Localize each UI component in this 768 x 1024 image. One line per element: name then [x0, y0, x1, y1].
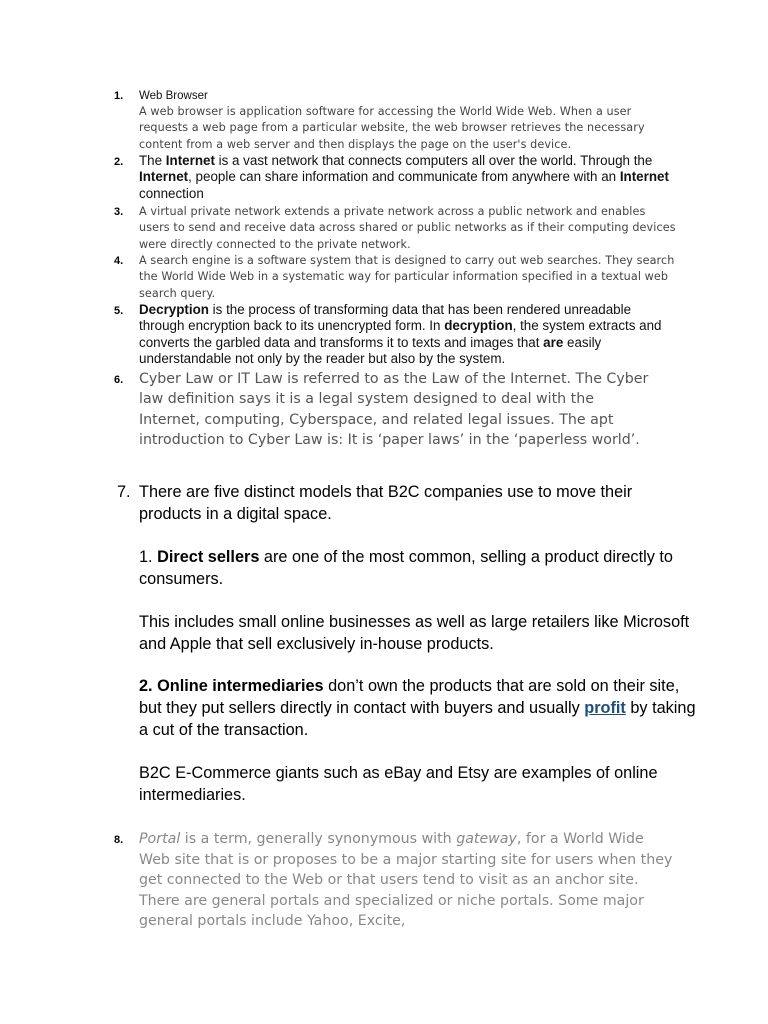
- text-run: by taking a cut of the transaction.: [139, 699, 696, 740]
- item-title: Web Browser: [139, 90, 208, 102]
- text-run-bold: 2. Online intermediaries: [139, 677, 324, 696]
- item-body: [139, 88, 679, 153]
- item-number: 8.: [114, 834, 124, 846]
- text-run: are one of the most common, selling a product directly to consumers.: [139, 547, 673, 588]
- item-text: A virtual private network extends a private network across a public network and enables users to send and receive data across shared or public networks as if their computing devices were directly connected to the private network.: [139, 205, 676, 251]
- text-run-bold: Decryption: [139, 302, 209, 317]
- text-run: is a term, generally synonymous with: [180, 831, 457, 847]
- text-run-bold: decryption: [444, 318, 513, 334]
- paragraph: [139, 676, 699, 742]
- text-run: The: [139, 153, 166, 168]
- text-run: is the process of transforming data that has been rendered unreadable through encryption back to its unencrypted form. In: [139, 302, 632, 334]
- paragraph: This includes small online businesses as well as large retailers like Microsoft and Apple that sell exclusively in-house products.: [139, 612, 690, 653]
- text-run-bold: Direct sellers: [157, 547, 260, 566]
- item-number: 2.: [114, 156, 124, 168]
- item-text: Cyber Law or IT Law is referred to as the Law of the Internet. The Cyber law definition says it is a legal system designed to deal with the Internet, computing, Cyberspace, and related legal issues. The apt introduction to Cyber Law is: It is ‘paper laws’ in the ‘paperless world’.: [139, 371, 649, 449]
- profit-link[interactable]: profit: [584, 699, 626, 718]
- text-run: , the system extracts and converts the garbled data and transforms it to texts and images that: [139, 318, 662, 350]
- text-run: , for a World Wide Web site that is or proposes to be a major starting site for users when they get connected to the Web or that users tend to visit as an anchor site. There are general portals and specialized or niche portals. Some major general portals include Yahoo, Excite,: [139, 831, 673, 930]
- text-run: is a vast network that connects computers all over the world. Through the: [214, 153, 653, 168]
- paragraph: [139, 547, 699, 591]
- item-number: 4.: [114, 255, 124, 267]
- item-number: 3.: [114, 206, 124, 218]
- text-run-bold: are: [543, 334, 564, 350]
- item-number: 1.: [114, 90, 124, 102]
- text-run: 1.: [139, 547, 158, 566]
- text-run: don’t own the products that are sold on their site, but they put sellers directly in contact with buyers and usually: [139, 677, 680, 718]
- item-body: [139, 482, 699, 807]
- paragraph: There are five distinct models that B2C companies use to move their products in a digital space.: [139, 483, 633, 523]
- text-run-bold: Internet: [619, 169, 669, 185]
- item-text: [139, 302, 679, 368]
- item-number: 7.: [117, 483, 131, 501]
- item-text: [139, 829, 679, 932]
- text-run: , people can share information and communicate from anywhere with an: [188, 169, 620, 185]
- paragraph: B2C E-Commerce giants such as eBay and Etsy are examples of online intermediaries.: [139, 764, 658, 805]
- text-run-italic: gateway: [456, 831, 517, 847]
- item-text: [139, 153, 679, 202]
- item-text: A web browser is application software for accessing the World Wide Web. When a user requests a web page from a particular website, the web browser retrieves the necessary content from a web server and then displays the page on the user's device.: [139, 105, 645, 151]
- text-run: easily understandable not only by the reader but also by the system.: [139, 334, 602, 367]
- text-run: connection: [139, 185, 204, 201]
- item-number: 6.: [114, 374, 124, 386]
- text-run-bold: Internet: [139, 169, 189, 185]
- item-text: A search engine is a software system that is designed to carry out web searches. They search the World Wide Web in a systematic way for particular information specified in a textual web search query.: [139, 254, 675, 300]
- text-run-bold: Internet: [165, 153, 215, 168]
- text-run-italic: Portal: [139, 831, 181, 847]
- item-number: 5.: [114, 305, 124, 317]
